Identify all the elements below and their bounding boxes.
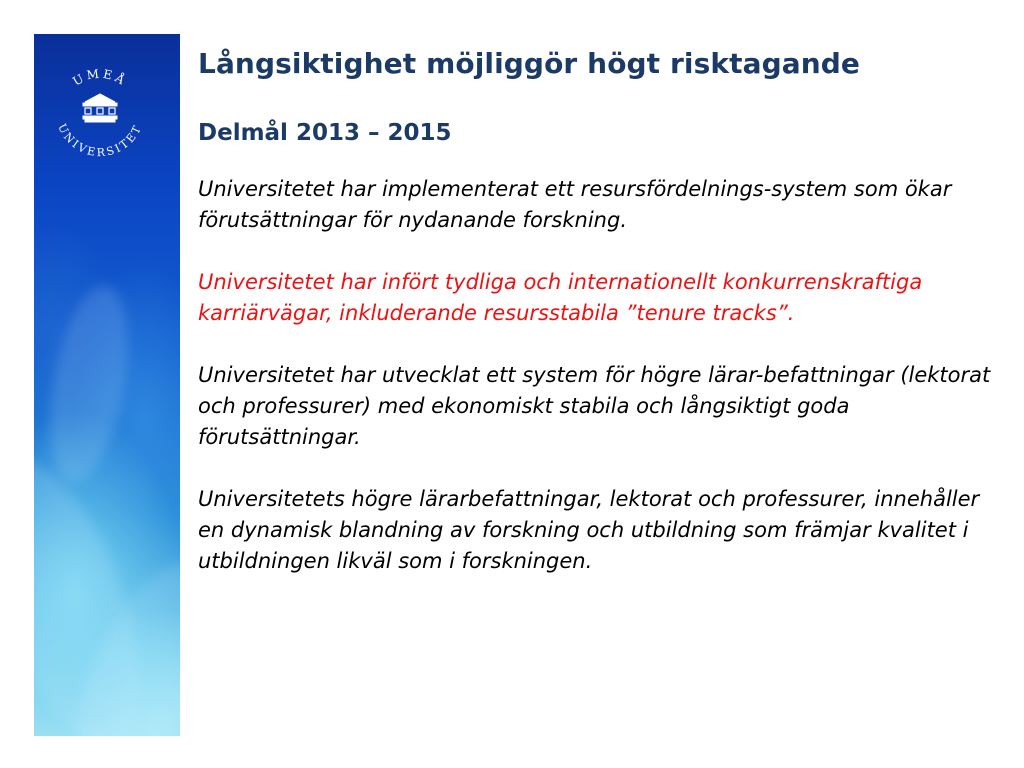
logo-top-text: UMEÅ: [70, 66, 130, 89]
slide-subtitle: Delmål 2013 – 2015: [198, 120, 452, 146]
svg-text:UNIVERSITET: [55, 122, 145, 160]
svg-text:UMEÅ: [70, 66, 130, 88]
university-building-icon: [83, 94, 117, 122]
logo-bottom-text: UNIVERSITET: [55, 121, 145, 160]
paragraph-teacher-positions: Universitetet har utvecklat ett system för högre lärar-befattningar (lektorat och professurer) med ekonomiskt stabila och långsiktigt goda förutsättningar.: [198, 363, 991, 449]
sidebar-panel: [34, 34, 180, 736]
slide-content: [198, 44, 998, 577]
paragraph-research-education-mix: Universitetets högre lärarbefattningar, lektorat och professurer, innehåller en dynamisk blandning av forskning och utbildning som främjar kvalitet i utbildningen likväl som i forskningen.: [198, 487, 980, 573]
university-logo: [40, 54, 160, 174]
slide-title: Långsiktighet möjliggör högt risktagande: [198, 47, 860, 80]
paragraph-resource-allocation: Universitetet har implementerat ett resursfördelnings-system som ökar förutsättningar för nydanande forskning.: [198, 177, 952, 232]
paragraph-career-paths: Universitetet har infört tydliga och internationellt konkurrenskraftiga karriärvägar, inkluderande resursstabila ”tenure tracks”.: [198, 270, 923, 325]
